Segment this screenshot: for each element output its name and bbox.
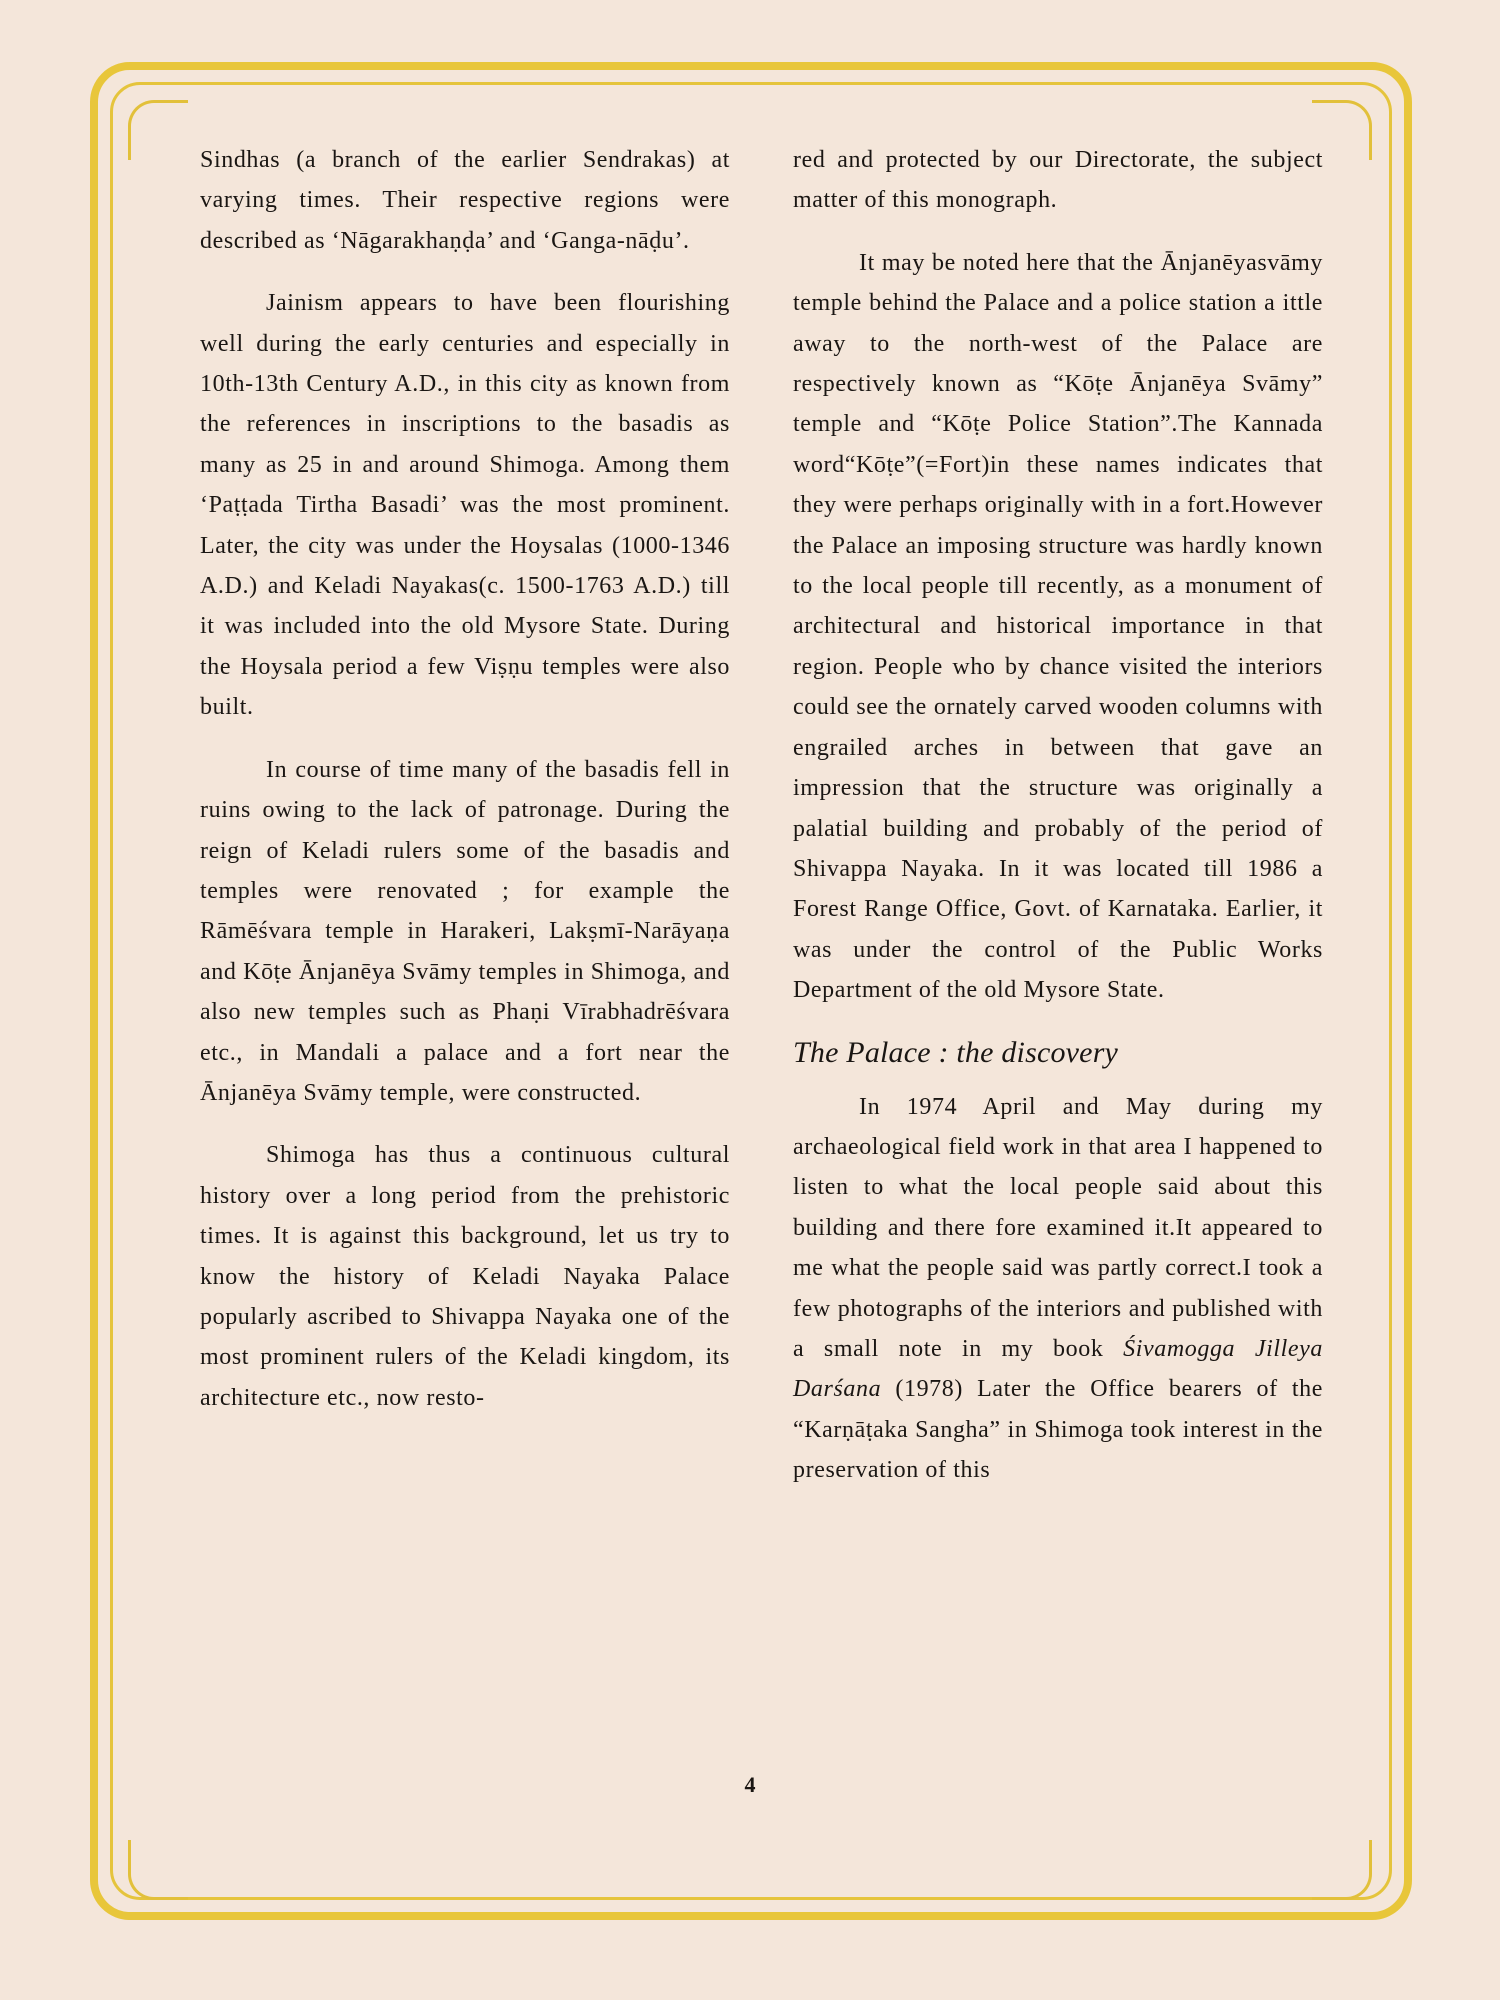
border-corner-ornament (1312, 1840, 1372, 1900)
paragraph: red and protected by our Directorate, the subject matter of this monograph. (793, 147, 1323, 214)
border-corner-ornament (128, 1840, 188, 1900)
paragraph-text: (1978) Later the Office bearers of the “Karṇāṭaka Sangha” in Shimoga took interest in the preservation of this (793, 1376, 1323, 1484)
paragraph: In course of time many of the basadis fell in ruins owing to the lack of patronage. During the reign of Keladi rulers some of the basadis and temples were renovated ; for example the Rāmēśvara temple in Harakeri, Lakṣmī-Narāyaṇa and Kōṭe Ānjanēya Svāmy temples in Shimoga, and also new temples such as Phaṇi Vīrabhadrēśvara etc., in Mandali a palace and a fort near the Ānjanēya Svāmy temple, were constructed. (200, 756, 730, 1106)
paragraph: Sindhas (a branch of the earlier Sendrakas) at varying times. Their respective regions were described as ‘Nāgarakhaṇḍa’ and ‘Ganga-nāḍu’. (200, 147, 730, 254)
paragraph: Jainism appears to have been flourishing well during the early centuries and especially in 10th-13th Century A.D., in this city as known from the references in inscriptions to the basadis as many as 25 in and around Shimoga. Among them ‘Paṭṭada Tirtha Basadi’ was the most prominent. Later, the city was under the Hoysalas (1000-1346 A.D.) and Keladi Nayakas(c. 1500-1763 A.D.) till it was included into the old Mysore State. During the Hoysala period a few Viṣṇu temples were also built. (200, 290, 730, 721)
book-title: Śivamogga Jilleya Darśana (793, 1335, 1323, 1403)
paragraph: Shimoga has thus a continuous cultural history over a long period from the prehistoric times. It is against this background, let us try to know the history of Keladi Nayaka Palace popularly ascribed to Shivappa Nayaka one of the most prominent rulers of the Keladi kingdom, its architecture etc., now resto- (200, 1142, 730, 1411)
border-corner-ornament (128, 100, 188, 160)
left-column (200, 140, 730, 1440)
section-heading: The Palace : the discovery (793, 1035, 1119, 1069)
paragraph (793, 1087, 1323, 1491)
right-column (793, 140, 1323, 1513)
page-number: 4 (744, 1772, 756, 1797)
paragraph: It may be noted here that the Ānjanēyasvāmy temple behind the Palace and a police station a ittle away to the north-west of the Palace are respectively known as “Kōṭe Ānjanēya Svāmy” temple and “Kōṭe Police Station”.The Kannada word“Kōṭe”(=Fort)in these names indicates that they were perhaps originally with in a fort.However the Palace an imposing structure was hardly known to the local people till recently, as a monument of architectural and historical importance in that region. People who by chance visited the interiors could see the ornately carved wooden columns with engrailed arches in between that gave an impression that the structure was originally a palatial building and probably of the period of Shivappa Nayaka. In it was located till 1986 a Forest Range Office, Govt. of Karnataka. Earlier, it was under the control of the Public Works Department of the old Mysore State. (793, 249, 1323, 1004)
paragraph-text: In 1974 April and May during my archaeological field work in that area I happened to listen to what the local people said about this building and there fore examined it.It appeared to me what the people said was partly correct.I took a few photographs of the interiors and published with a small note in my book (793, 1093, 1323, 1362)
